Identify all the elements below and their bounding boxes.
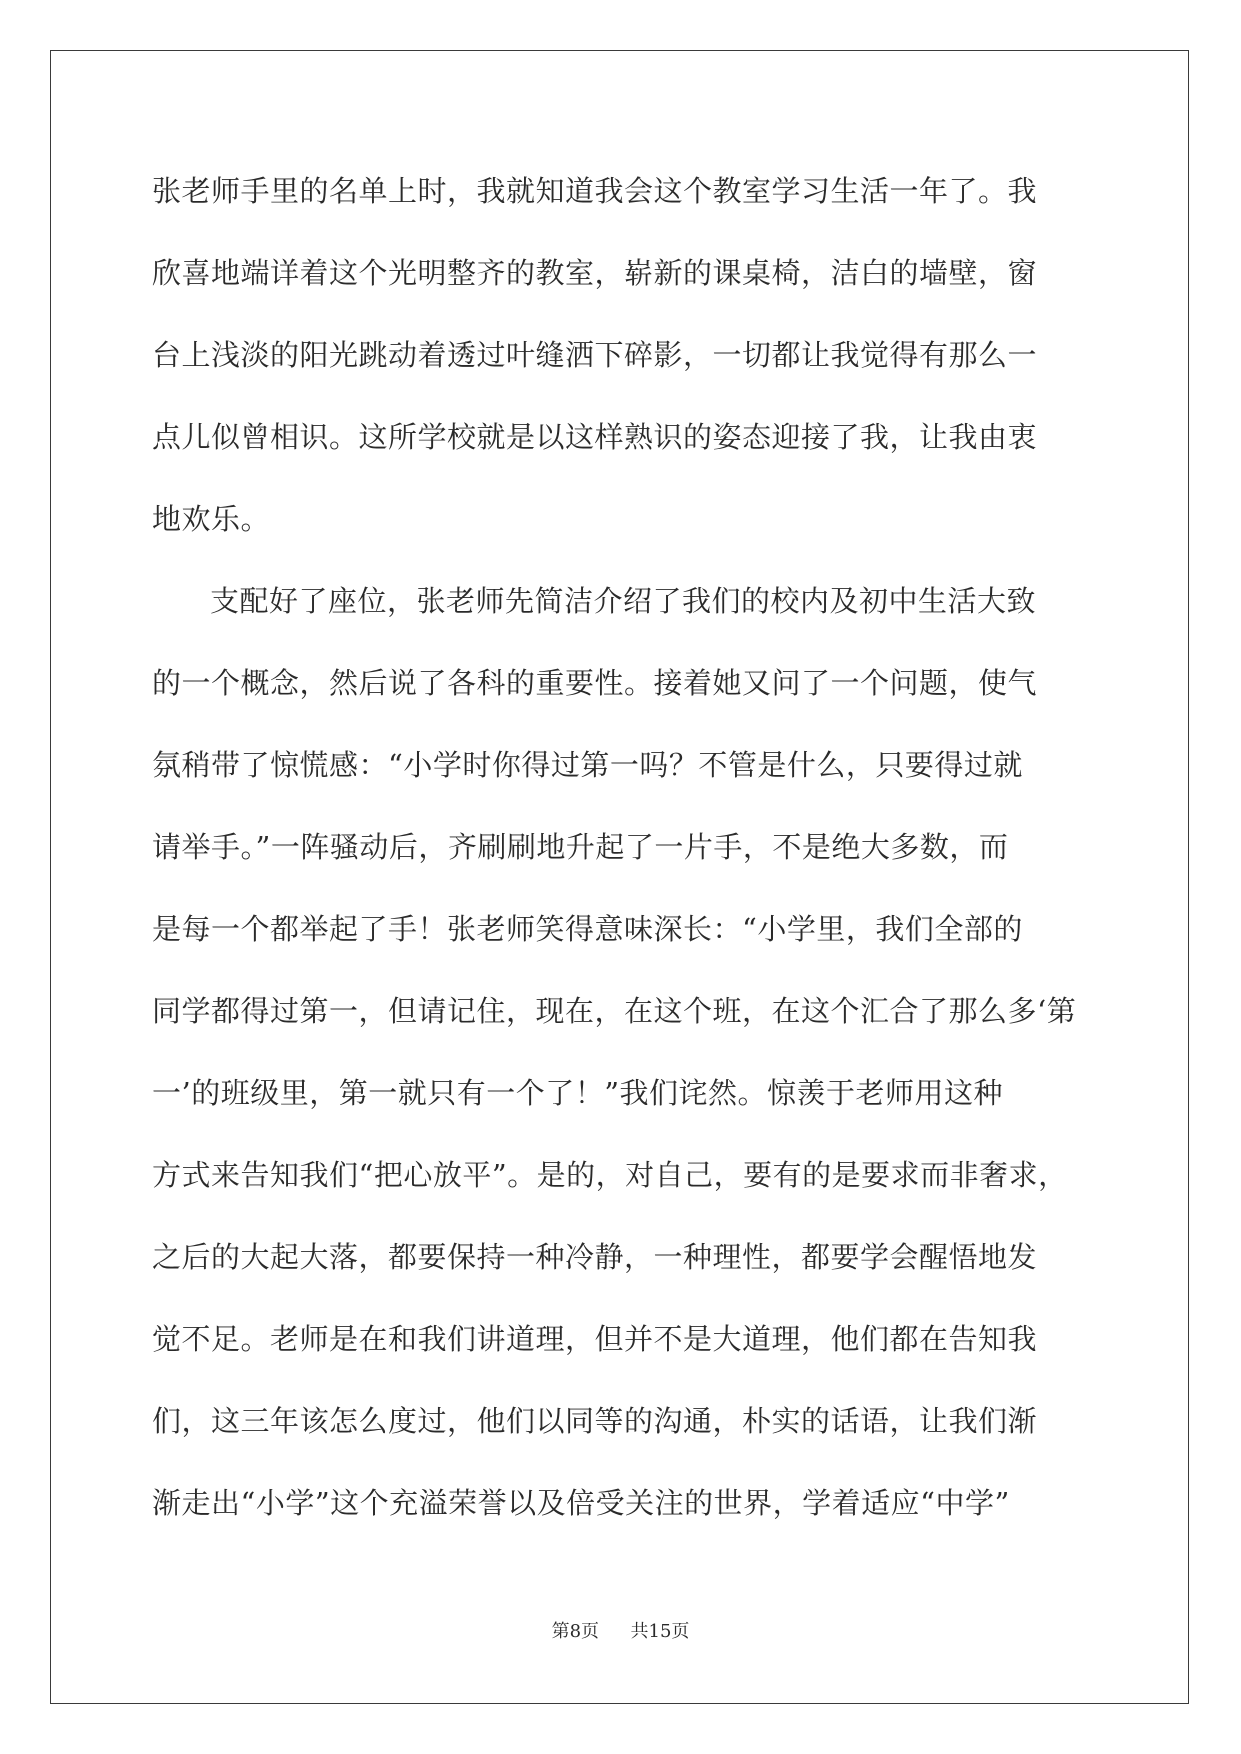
page-number: 第8页: [551, 1621, 600, 1642]
text-line: 们，这三年该怎么度过，他们以同等的沟通，朴实的话语，让我们渐: [152, 1404, 1038, 1438]
text-line: 觉不足。老师是在和我们讲道理，但并不是大道理，他们都在告知我: [152, 1322, 1038, 1356]
text-line: 渐走出“小学”这个充溢荣誉以及倍受关注的世界，学着适应“中学”: [152, 1486, 1010, 1520]
text-line: 方式来告知我们“把心放平”。是的，对自己，要有的是要求而非奢求，: [152, 1158, 1068, 1192]
text-line: 台上浅淡的阳光跳动着透过叶缝洒下碎影，一切都让我觉得有那么一: [152, 338, 1038, 372]
text-line: 请举手。”一阵骚动后，齐刷刷地升起了一片手，不是绝大多数，而: [152, 830, 1009, 864]
text-line: 支配好了座位，张老师先简洁介绍了我们的校内及初中生活大致: [210, 584, 1037, 618]
text-line: 之后的大起大落，都要保持一种冷静，一种理性，都要学会醒悟地发: [152, 1240, 1038, 1274]
text-line: 是每一个都举起了手！张老师笑得意味深长：“小学里，我们全部的: [152, 912, 1023, 946]
text-line: 一’的班级里，第一就只有一个了！”我们诧然。惊羡于老师用这种: [152, 1076, 1004, 1110]
text-line: 的一个概念，然后说了各科的重要性。接着她又问了一个问题，使气: [152, 666, 1038, 700]
page-total: 共15页: [630, 1621, 690, 1642]
text-line: 张老师手里的名单上时，我就知道我会这个教室学习生活一年了。我: [152, 174, 1038, 208]
text-line: 地欢乐。: [152, 502, 271, 536]
page-footer: [0, 1617, 1241, 1643]
text-line: 同学都得过第一，但请记住，现在，在这个班，在这个汇合了那么多‘第: [152, 994, 1077, 1028]
text-line: 点儿似曾相识。这所学校就是以这样熟识的姿态迎接了我，让我由衷: [152, 420, 1038, 454]
document-body: [152, 150, 1092, 1544]
text-line: 欣喜地端详着这个光明整齐的教室，崭新的课桌椅，洁白的墙壁，窗: [152, 256, 1038, 290]
text-line: 氛稍带了惊慌感：“小学时你得过第一吗？不管是什么，只要得过就: [152, 748, 1023, 782]
